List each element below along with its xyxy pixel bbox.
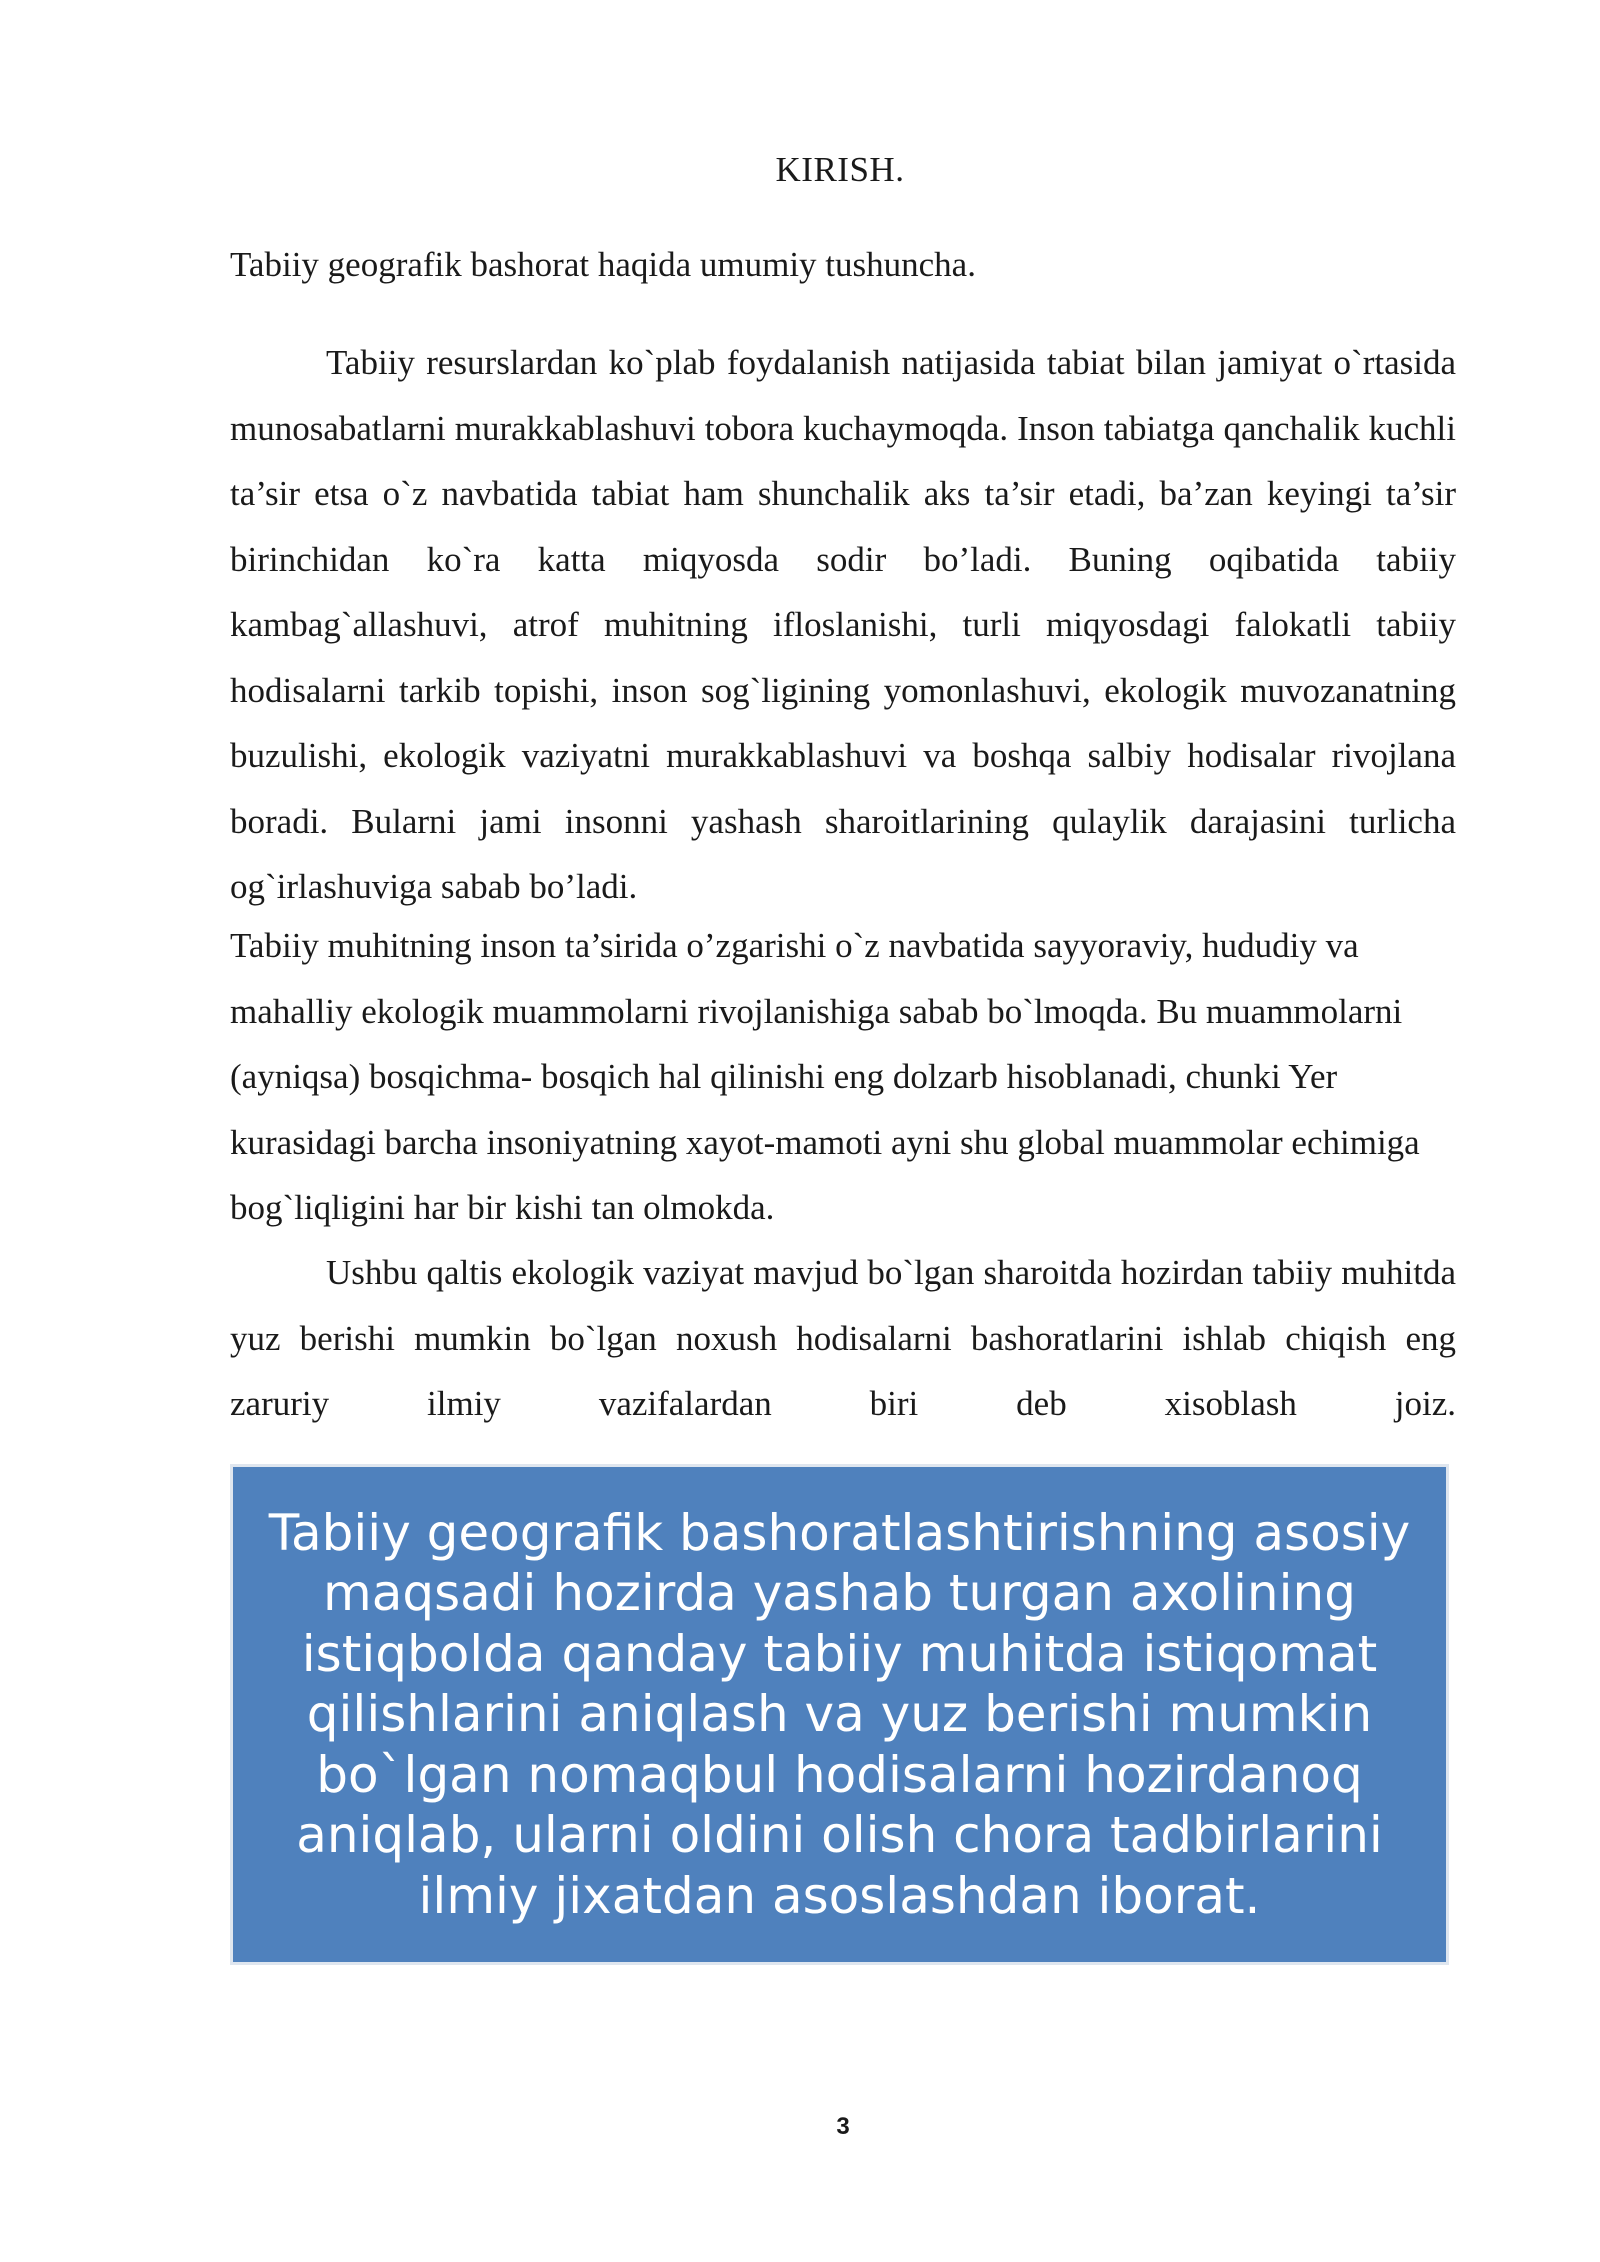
paragraph-2: Tabiiy muhitning inson ta’sirida o’zgarishi o`z navbatida sayyoraviy, hududiy va mahalliy ekologik muammolarni rivojlanishiga sabab bo`lmoqda. Bu muammolarni (ayniqsa) bosqichma- bosqich hal qilinishi eng dolzarb hisoblanadi, chunki Yer kurasidagi barcha insoniyatning xayot-mamoti ayni shu global muammolar echimiga bog`liqligini har bir kishi tan olmokda.: [230, 926, 1420, 1227]
page-title: KIRISH.: [775, 150, 905, 189]
page-number: 3: [836, 2113, 850, 2140]
paragraph-1: Tabiiy resurslardan ko`plab foydalanish natijasida tabiat bilan jamiyat o`rtasida munosabatlarni murakkablashuvi tobora kuchaymoqda. Inson tabiatga qanchalik kuchli ta’sir etsa o`z navbatida tabiat ham shunchalik aks ta’sir etadi, ba’zan keyingi ta’sir birinchidan ko`ra katta miqyosda sodir bo’ladi. Buning oqibatida tabiiy kambag`allashuvi, atrof muhitning ifloslanishi, turli miqyosdagi falokatli tabiiy hodisalarni tarkib topishi, inson sog`ligining yomonlashuvi, ekologik muvozanatning buzulishi, ekologik vaziyatni murakkablashuvi va boshqa salbiy hodisalar rivojlana boradi. Bularni jami insonni yashash sharoitlarining qulaylik darajasini turlicha og`irlashuviga sabab bo’ladi.: [230, 343, 1456, 906]
callout-text: Tabiiy geografik bashoratlashtirishning asosiy maqsadi hozirda yashab turgan axolining istiqbolda qanday tabiiy muhitda istiqomat qilishlarini aniqlash va yuz berishi mumkin bo`lgan nomaqbul hodisalarni hozirdanoq aniqlab, ularni oldini olish chora tadbirlarini ilmiy jixatdan asoslashdan iborat.: [268, 1503, 1411, 1925]
paragraph-3: Ushbu qaltis ekologik vaziyat mavjud bo`lgan sharoitda hozirdan tabiiy muhitda yuz berishi mumkin bo`lgan noxush hodisalarni bashoratlarini ishlab chiqish eng zaruriy ilmiy vazifalardan biri deb xisoblash joiz.: [230, 1253, 1456, 1423]
callout-box: [233, 1467, 1446, 1962]
section-subheading: Tabiiy geografik bashorat haqida umumiy tushuncha.: [230, 245, 976, 284]
